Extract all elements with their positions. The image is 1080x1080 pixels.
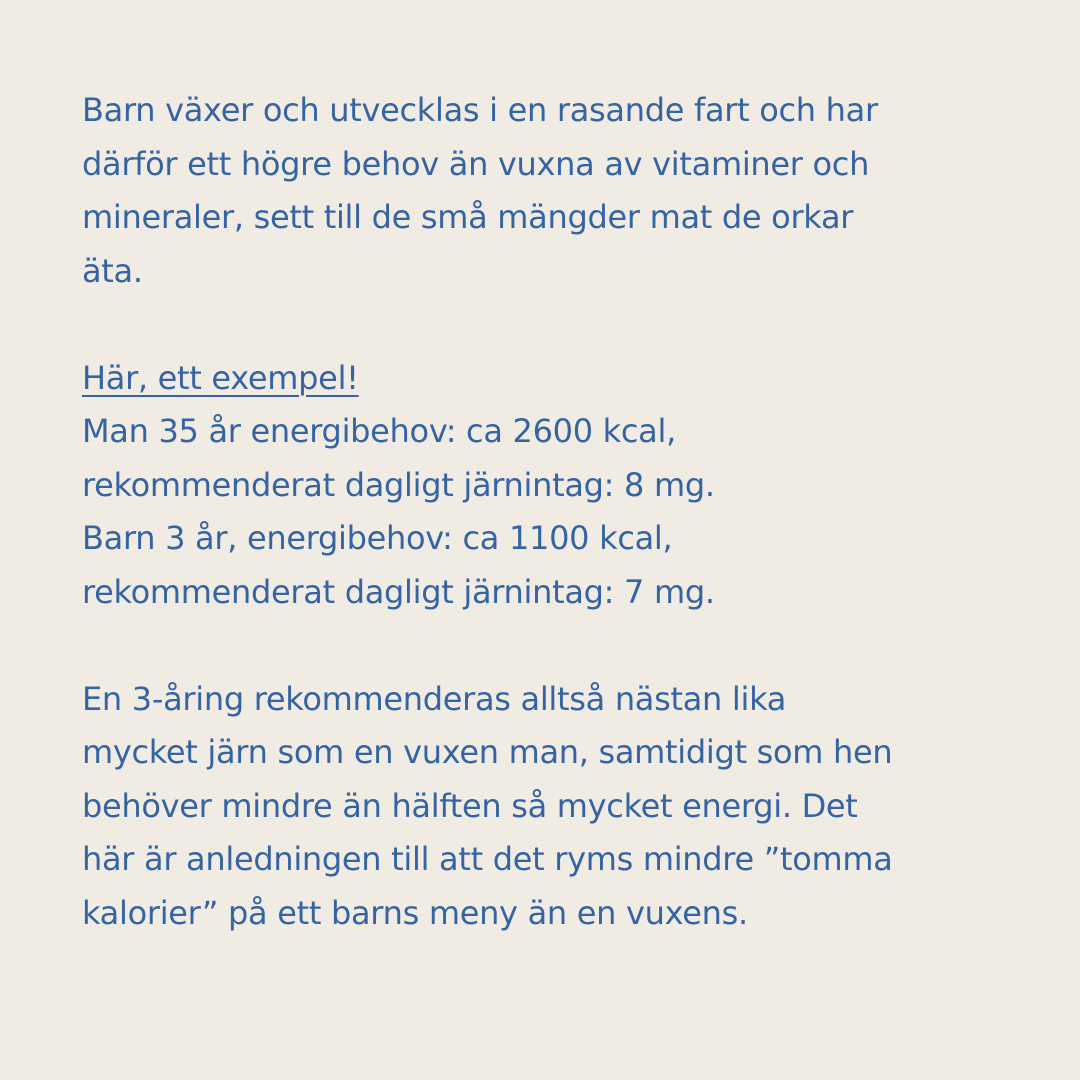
intro-line: äta. xyxy=(82,251,143,290)
conclusion-paragraph xyxy=(82,673,1010,941)
example-line: rekommenderat dagligt järnintag: 8 mg. xyxy=(82,465,715,504)
intro-line: Barn växer och utvecklas i en rasande fart och har xyxy=(82,91,878,129)
example-line: Barn 3 år, energibehov: ca 1100 kcal, xyxy=(82,519,673,557)
intro-line: därför ett högre behov än vuxna av vitaminer och xyxy=(82,144,870,183)
conclusion-line: mycket järn som en vuxen man, samtidigt som hen xyxy=(82,733,893,771)
intro-paragraph xyxy=(82,84,1010,298)
example-line: rekommenderat dagligt järnintag: 7 mg. xyxy=(82,572,715,611)
conclusion-line: En 3-åring rekommenderas alltså nästan lika xyxy=(82,679,787,718)
example-paragraph xyxy=(82,352,1010,620)
conclusion-line: kalorier” på ett barns meny än en vuxens. xyxy=(82,893,748,932)
intro-line: mineraler, sett till de små mängder mat de orkar xyxy=(82,198,854,236)
example-line: Man 35 år energibehov: ca 2600 kcal, xyxy=(82,412,676,450)
conclusion-line: här är anledningen till att det ryms mindre ”tomma xyxy=(82,840,893,878)
conclusion-line: behöver mindre än hälften så mycket energi. Det xyxy=(82,786,858,825)
example-heading: Här, ett exempel! xyxy=(82,358,359,397)
paragraph-spacer xyxy=(82,619,1010,673)
paragraph-spacer xyxy=(82,298,1010,352)
